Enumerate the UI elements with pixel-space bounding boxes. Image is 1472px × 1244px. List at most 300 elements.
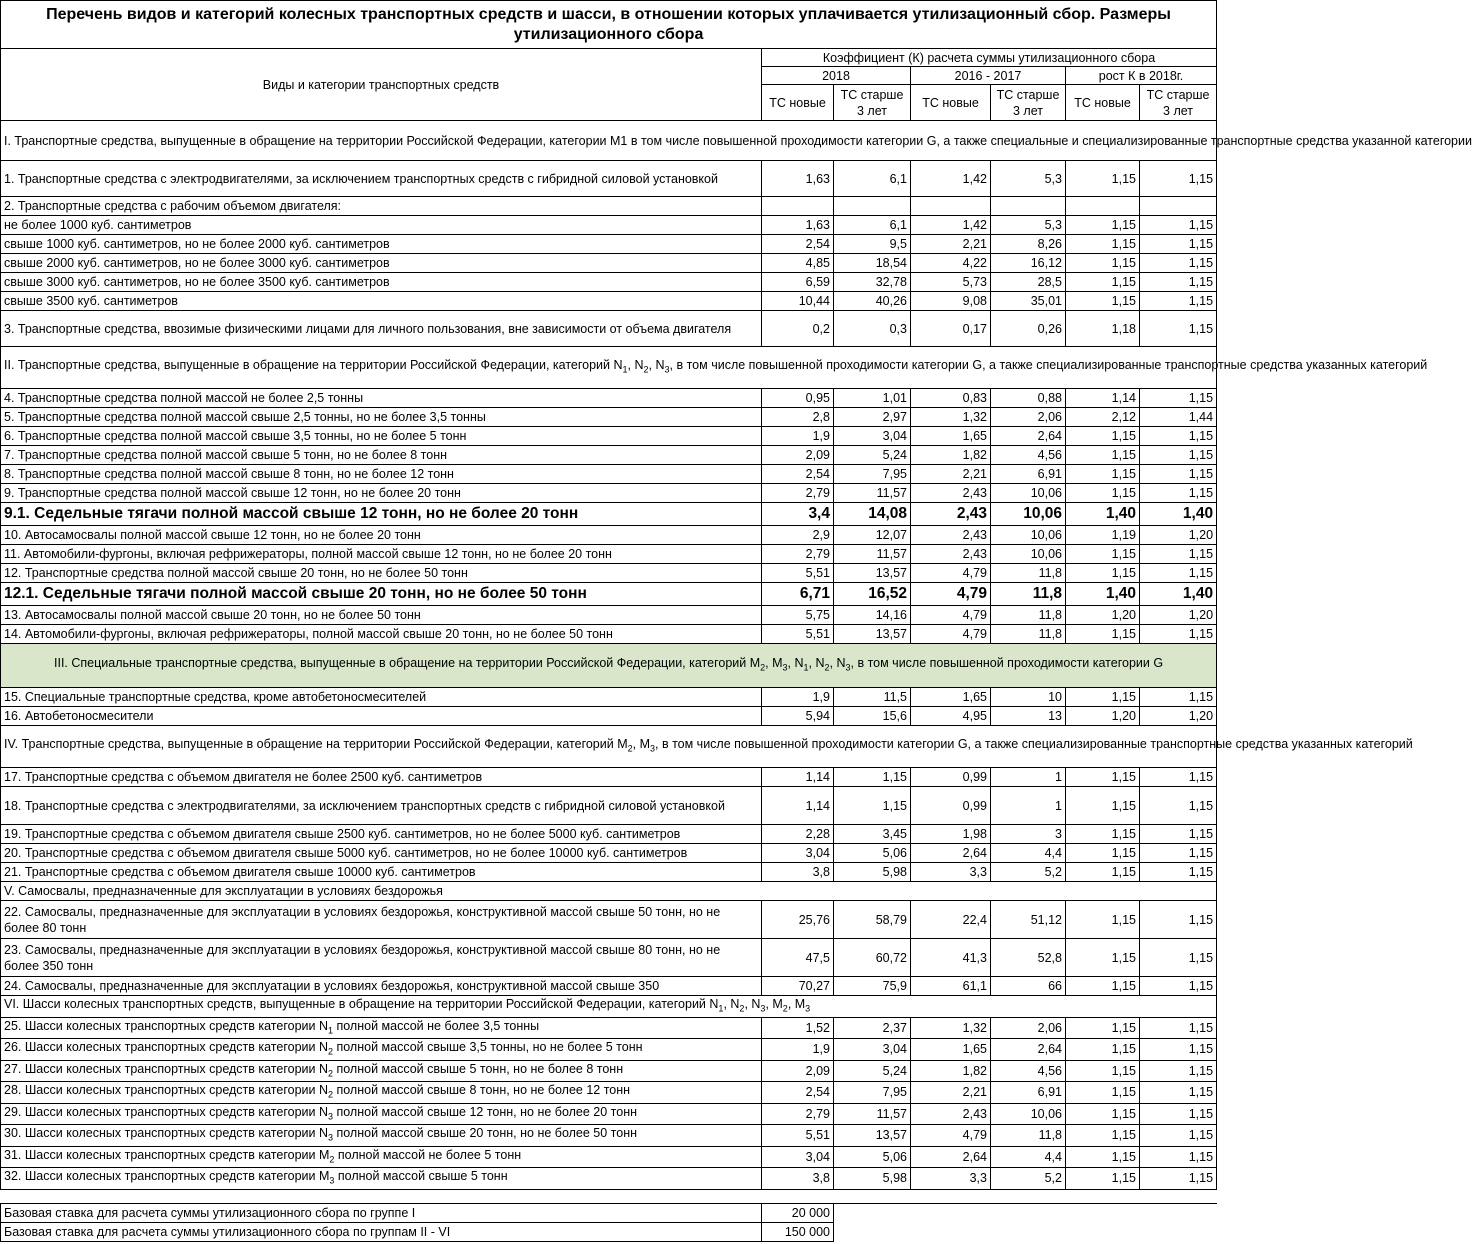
coefficient-cell: 9,08: [911, 292, 991, 311]
coefficient-cell: 7,95: [834, 465, 911, 484]
column-header-old: ТС старше 3 лет: [991, 85, 1066, 121]
coefficient-cell: 5,06: [834, 844, 911, 863]
coefficient-cell: 1,15: [1066, 161, 1140, 197]
coefficient-cell: 1: [991, 787, 1066, 825]
coefficient-cell: 1,15: [1066, 939, 1140, 977]
table-row: [1, 1103, 1217, 1125]
coefficient-cell: 4,79: [911, 583, 991, 606]
table-row: [1, 1039, 1217, 1061]
coefficient-cell: 51,12: [991, 901, 1066, 939]
coefficient-cell: 5,75: [762, 606, 834, 625]
coefficient-cell: 1,15: [1140, 254, 1217, 273]
coefficient-cell: 11,5: [834, 688, 911, 707]
coefficient-cell: 35,01: [991, 292, 1066, 311]
row-label: 19. Транспортные средства с объемом двигателя свыше 2500 куб. сантиметров, но не более 5000 куб. сантиметров: [1, 825, 762, 844]
coefficient-cell: 0,17: [911, 311, 991, 347]
column-header-new: ТС новые: [1066, 85, 1140, 121]
row-label: 25. Шасси колесных транспортных средств категории $N_1$ полной массой не более 3,5 тонны: [1, 1017, 762, 1039]
coefficient-cell: 2,79: [762, 545, 834, 564]
coefficient-cell: 1,15: [1066, 825, 1140, 844]
coefficient-cell: 4,56: [991, 446, 1066, 465]
coefficient-cell: 2,43: [911, 1103, 991, 1125]
coefficient-cell: 1,15: [1066, 901, 1140, 939]
table-row: [1, 977, 1217, 996]
table-row: [1, 484, 1217, 503]
table-row: [1, 408, 1217, 427]
coefficient-cell: 2,54: [762, 465, 834, 484]
column-header-old: ТС старше 3 лет: [834, 85, 911, 121]
coefficient-cell: 11,8: [991, 606, 1066, 625]
table-row: [1, 1146, 1217, 1168]
coefficient-cell: 1,42: [911, 216, 991, 235]
coefficient-cell: 61,1: [911, 977, 991, 996]
coefficient-cell: 2,43: [911, 503, 991, 526]
coefficient-cell: 4,56: [991, 1060, 1066, 1082]
coefficient-cell: 1,15: [1066, 235, 1140, 254]
coefficient-cell: 2,43: [911, 545, 991, 564]
table-row: [1, 825, 1217, 844]
coefficient-cell: 1,15: [1140, 545, 1217, 564]
coefficient-cell: 5,51: [762, 1125, 834, 1147]
coefficient-cell: 1,40: [1140, 503, 1217, 526]
row-label: 18. Транспортные средства с электродвигателями, за исключением транспортных средств с гибридной силовой установкой: [1, 787, 762, 825]
coefficient-cell: 7,95: [834, 1082, 911, 1104]
table-row: [1, 583, 1217, 606]
coefficient-cell: 1,15: [1140, 273, 1217, 292]
coefficient-cell: 1,15: [1140, 564, 1217, 583]
coefficient-cell: 2,54: [762, 235, 834, 254]
coefficient-cell: 4,4: [991, 1146, 1066, 1168]
coefficient-cell: 1,15: [1140, 768, 1217, 787]
coefficient-cell: 13,57: [834, 564, 911, 583]
row-label: 13. Автосамосвалы полной массой свыше 20 тонн, но не более 50 тонн: [1, 606, 762, 625]
coefficient-cell: 1,15: [1140, 1146, 1217, 1168]
table-row: [1, 1125, 1217, 1147]
coefficient-cell: 4,4: [991, 844, 1066, 863]
coefficient-cell: 1,15: [1140, 1017, 1217, 1039]
coefficient-cell: 1,15: [1140, 688, 1217, 707]
coefficient-cell: 2,09: [762, 1060, 834, 1082]
coefficient-cell: 2,9: [762, 526, 834, 545]
coefficient-cell: 1,20: [1066, 606, 1140, 625]
coefficient-cell: 2,28: [762, 825, 834, 844]
coefficient-cell: 5,94: [762, 707, 834, 726]
coefficient-cell: 5,98: [834, 1168, 911, 1190]
table-row: [1, 389, 1217, 408]
row-label: 24. Самосвалы, предназначенные для эксплуатации в условиях бездорожья, конструктивной массой свыше 350: [1, 977, 762, 996]
coefficient-cell: 1,20: [1140, 526, 1217, 545]
column-header-2016-2017: 2016 - 2017: [911, 67, 1066, 85]
coefficient-cell: 2,21: [911, 235, 991, 254]
coefficient-cell: 2,06: [991, 1017, 1066, 1039]
column-header-old: ТС старше 3 лет: [1140, 85, 1217, 121]
section-title: IV. Транспортные средства, выпущенные в обращение на территории Российской Федерации, категорий $M_2$, $M_3$, в том числе повышенной проходимости категории G, а также специализированные транспортные средства указанных категорий: [1, 726, 1217, 768]
coefficient-cell: 1,15: [1066, 1017, 1140, 1039]
coefficient-cell: 1,15: [1066, 427, 1140, 446]
coefficient-cell: 10,06: [991, 503, 1066, 526]
coefficient-cell: 1,15: [1066, 863, 1140, 882]
coefficient-cell: 11,8: [991, 1125, 1066, 1147]
table-row: [1, 625, 1217, 644]
row-label: 5. Транспортные средства полной массой свыше 2,5 тонны, но не более 3,5 тонны: [1, 408, 762, 427]
coefficient-cell: 3,04: [762, 844, 834, 863]
coefficient-cell: 3,3: [911, 1168, 991, 1190]
coefficient-cell: 14,16: [834, 606, 911, 625]
coefficient-cell: 5,73: [911, 273, 991, 292]
row-label: свыше 3500 куб. сантиметров: [1, 292, 762, 311]
coefficient-cell: 1,15: [1066, 1103, 1140, 1125]
blank-cell: [834, 1203, 1217, 1222]
coefficient-cell: [834, 197, 911, 216]
coefficient-cell: 1,40: [1066, 583, 1140, 606]
coefficient-cell: 6,1: [834, 216, 911, 235]
column-header-coefficient: Коэффициент (К) расчета суммы утилизационного сбора: [762, 49, 1217, 67]
row-label: 4. Транспортные средства полной массой не более 2,5 тонны: [1, 389, 762, 408]
coefficient-cell: 11,57: [834, 484, 911, 503]
coefficient-cell: 5,3: [991, 216, 1066, 235]
coefficient-cell: 1,15: [1066, 254, 1140, 273]
row-label: 30. Шасси колесных транспортных средств категории $N_3$ полной массой свыше 20 тонн, но не более 50 тонн: [1, 1125, 762, 1147]
coefficient-cell: 1,15: [1140, 863, 1217, 882]
coefficient-cell: 1,15: [1140, 484, 1217, 503]
column-header-growth: рост К в 2018г.: [1066, 67, 1217, 85]
coefficient-cell: 1,15: [1140, 389, 1217, 408]
row-label: 6. Транспортные средства полной массой свыше 3,5 тонны, но не более 5 тонн: [1, 427, 762, 446]
coefficient-cell: 4,79: [911, 625, 991, 644]
table-row: [1, 427, 1217, 446]
coefficient-cell: 1,14: [762, 787, 834, 825]
coefficient-cell: 0,26: [991, 311, 1066, 347]
coefficient-cell: 1,15: [1140, 292, 1217, 311]
coefficient-cell: 1,15: [1066, 1168, 1140, 1190]
row-label: 16. Автобетоносмесители: [1, 707, 762, 726]
section-header-row: [1, 996, 1217, 1018]
coefficient-cell: 1,15: [1066, 787, 1140, 825]
coefficient-cell: 6,91: [991, 1082, 1066, 1104]
row-label: 22. Самосвалы, предназначенные для эксплуатации в условиях бездорожья, конструктивной массой свыше 50 тонн, но не более 80 тонн: [1, 901, 762, 939]
coefficient-cell: 1,15: [1140, 311, 1217, 347]
coefficient-cell: 3,8: [762, 1168, 834, 1190]
coefficient-cell: 2,64: [911, 844, 991, 863]
coefficient-cell: 1,40: [1066, 503, 1140, 526]
coefficient-cell: 3,04: [834, 427, 911, 446]
coefficient-cell: 1,15: [1140, 1082, 1217, 1104]
coefficient-cell: 4,22: [911, 254, 991, 273]
table-row: [1, 863, 1217, 882]
table-row: [1, 254, 1217, 273]
coefficient-cell: 1,98: [911, 825, 991, 844]
coefficient-cell: 1,15: [834, 787, 911, 825]
coefficient-cell: 1,15: [1066, 446, 1140, 465]
coefficient-cell: 1,14: [1066, 389, 1140, 408]
coefficient-cell: 0,88: [991, 389, 1066, 408]
coefficient-cell: 5,24: [834, 1060, 911, 1082]
coefficient-cell: 2,64: [991, 427, 1066, 446]
row-label: 20. Транспортные средства с объемом двигателя свыше 5000 куб. сантиметров, но не более 10000 куб. сантиметров: [1, 844, 762, 863]
coefficient-cell: 5,2: [991, 1168, 1066, 1190]
coefficient-cell: 1,15: [1066, 977, 1140, 996]
coefficient-cell: 1,65: [911, 688, 991, 707]
table-row: [1, 446, 1217, 465]
coefficient-cell: 1,15: [1140, 446, 1217, 465]
coefficient-cell: 1,9: [762, 427, 834, 446]
table-row: [1, 1017, 1217, 1039]
coefficient-cell: 1,9: [762, 688, 834, 707]
coefficient-cell: 13,57: [834, 625, 911, 644]
coefficient-cell: 1,65: [911, 1039, 991, 1061]
row-label: свыше 2000 куб. сантиметров, но не более 3000 куб. сантиметров: [1, 254, 762, 273]
coefficient-cell: 1,15: [1140, 844, 1217, 863]
coefficient-cell: 10,06: [991, 1103, 1066, 1125]
table-row: [1, 844, 1217, 863]
coefficient-cell: 5,24: [834, 446, 911, 465]
coefficient-cell: 5,2: [991, 863, 1066, 882]
table-row: [1, 688, 1217, 707]
coefficient-cell: 0,3: [834, 311, 911, 347]
coefficient-cell: 22,4: [911, 901, 991, 939]
coefficient-cell: 66: [991, 977, 1066, 996]
coefficient-cell: 1,15: [1140, 625, 1217, 644]
row-label: 14. Автомобили-фургоны, включая рефрижераторы, полной массой свыше 20 тонн, но не более 50 тонн: [1, 625, 762, 644]
section-header-row: [1, 726, 1217, 768]
coefficient-cell: 1,40: [1140, 583, 1217, 606]
table-row: [1, 545, 1217, 564]
table-row: [1, 197, 1217, 216]
coefficient-cell: 3,04: [834, 1039, 911, 1061]
coefficient-cell: 1,82: [911, 446, 991, 465]
coefficient-cell: 8,26: [991, 235, 1066, 254]
coefficient-cell: 1,15: [1066, 688, 1140, 707]
coefficient-cell: 1,15: [1066, 1039, 1140, 1061]
section-title: II. Транспортные средства, выпущенные в обращение на территории Российской Федерации, категорий $N_1$, $N_2$, $N_3$, в том числе повышенной проходимости категории G, а также специализированные транспортные средства указанных категорий: [1, 347, 1217, 389]
coefficient-cell: 1,15: [1066, 1125, 1140, 1147]
row-label: 17. Транспортные средства с объемом двигателя не более 2500 куб. сантиметров: [1, 768, 762, 787]
coefficient-cell: 16,52: [834, 583, 911, 606]
row-label: не более 1000 куб. сантиметров: [1, 216, 762, 235]
coefficient-cell: 2,43: [911, 526, 991, 545]
coefficient-cell: 1,15: [1066, 1082, 1140, 1104]
coefficient-cell: 1,15: [1140, 977, 1217, 996]
coefficient-cell: 2,64: [991, 1039, 1066, 1061]
table-row: [1, 606, 1217, 625]
coefficient-cell: 5,51: [762, 564, 834, 583]
coefficient-cell: 1: [991, 768, 1066, 787]
coefficient-cell: 1,19: [1066, 526, 1140, 545]
coefficient-cell: 4,79: [911, 564, 991, 583]
table-row: [1, 503, 1217, 526]
page-title: Перечень видов и категорий колесных транспортных средств и шасси, в отношении которых уплачивается утилизационный сбор. Размеры утилизационного сбора: [1, 1, 1217, 49]
section-header-row: [1, 121, 1217, 161]
coefficient-cell: 18,54: [834, 254, 911, 273]
table-row: [1, 564, 1217, 583]
coefficient-cell: 70,27: [762, 977, 834, 996]
row-label: 2. Транспортные средства с рабочим объемом двигателя:: [1, 197, 762, 216]
row-label: 12.1. Седельные тягачи полной массой свыше 20 тонн, но не более 50 тонн: [1, 583, 762, 606]
section-header-row: [1, 644, 1217, 688]
section-title: VI. Шасси колесных транспортных средств, выпущенные в обращение на территории Российской Федерации, категорий $N_1$, $N_2$, $N_3$, $M_2$, $M_3$: [1, 996, 1217, 1018]
coefficient-cell: 6,91: [991, 465, 1066, 484]
coefficient-cell: 4,85: [762, 254, 834, 273]
coefficient-cell: 12,07: [834, 526, 911, 545]
coefficient-cell: 2,97: [834, 408, 911, 427]
row-label: 8. Транспортные средства полной массой свыше 8 тонн, но не более 12 тонн: [1, 465, 762, 484]
row-label: 23. Самосвалы, предназначенные для эксплуатации в условиях бездорожья, конструктивной массой свыше 80 тонн, но не более 350 тонн: [1, 939, 762, 977]
row-label: 11. Автомобили-фургоны, включая рефрижераторы, полной массой свыше 12 тонн, но не более 20 тонн: [1, 545, 762, 564]
section-header-row: [1, 882, 1217, 901]
coefficient-cell: [991, 197, 1066, 216]
coefficient-cell: 47,5: [762, 939, 834, 977]
coefficient-cell: 13: [991, 707, 1066, 726]
coefficient-cell: 11,8: [991, 583, 1066, 606]
coefficient-cell: [1066, 197, 1140, 216]
coefficient-cell: 15,6: [834, 707, 911, 726]
coefficient-cell: 1,15: [1066, 465, 1140, 484]
coefficient-cell: 3: [991, 825, 1066, 844]
coefficient-cell: 1,15: [1140, 1168, 1217, 1190]
coefficient-cell: 1,15: [1066, 545, 1140, 564]
coefficient-cell: 1,15: [1066, 292, 1140, 311]
coefficient-cell: 5,51: [762, 625, 834, 644]
coefficient-cell: 16,12: [991, 254, 1066, 273]
coefficient-cell: 41,3: [911, 939, 991, 977]
coefficient-cell: 1,15: [834, 768, 911, 787]
table-row: [1, 707, 1217, 726]
coefficient-cell: 1,15: [1140, 1103, 1217, 1125]
row-label: 10. Автосамосвалы полной массой свыше 12 тонн, но не более 20 тонн: [1, 526, 762, 545]
coefficient-cell: 10,06: [991, 526, 1066, 545]
coefficient-cell: 1,15: [1140, 427, 1217, 446]
coefficient-cell: 6,59: [762, 273, 834, 292]
coefficient-cell: 2,37: [834, 1017, 911, 1039]
table-row: [1, 787, 1217, 825]
section-title: III. Специальные транспортные средства, выпущенные в обращение на территории Российской Федерации, категорий $M_2$, $M_3$, $N_1$, $N_2$, $N_3$, в том числе повышенной проходимости категории G: [1, 644, 1217, 688]
base-rate-label: Базовая ставка для расчета суммы утилизационного сбора по группам II - VI: [1, 1222, 762, 1241]
coefficient-cell: 13,57: [834, 1125, 911, 1147]
coefficient-cell: 4,95: [911, 707, 991, 726]
coefficient-cell: 2,54: [762, 1082, 834, 1104]
coefficient-cell: 2,21: [911, 465, 991, 484]
coefficient-cell: 0,95: [762, 389, 834, 408]
coefficient-cell: 1,14: [762, 768, 834, 787]
coefficient-cell: 2,09: [762, 446, 834, 465]
table-row: [1, 526, 1217, 545]
coefficient-cell: 3,3: [911, 863, 991, 882]
coefficient-cell: 11,57: [834, 545, 911, 564]
coefficient-cell: 1,32: [911, 408, 991, 427]
coefficient-cell: 2,79: [762, 1103, 834, 1125]
row-label: 1. Транспортные средства с электродвигателями, за исключением транспортных средств с гибридной силовой установкой: [1, 161, 762, 197]
table-row: [1, 292, 1217, 311]
blank-cell: [834, 1222, 1217, 1241]
table-row: [1, 1082, 1217, 1104]
coefficient-cell: 1,15: [1140, 901, 1217, 939]
coefficient-cell: 75,9: [834, 977, 911, 996]
coefficient-cell: 4,79: [911, 606, 991, 625]
row-label: 7. Транспортные средства полной массой свыше 5 тонн, но не более 8 тонн: [1, 446, 762, 465]
column-header-new: ТС новые: [762, 85, 834, 121]
coefficient-cell: 1,32: [911, 1017, 991, 1039]
coefficient-cell: 1,63: [762, 216, 834, 235]
coefficient-cell: [762, 197, 834, 216]
table-row: [1, 939, 1217, 977]
row-label: 9. Транспортные средства полной массой свыше 12 тонн, но не более 20 тонн: [1, 484, 762, 503]
coefficient-cell: 6,1: [834, 161, 911, 197]
coefficient-cell: 14,08: [834, 503, 911, 526]
coefficient-cell: 60,72: [834, 939, 911, 977]
coefficient-cell: 1,15: [1066, 625, 1140, 644]
row-label: 29. Шасси колесных транспортных средств категории $N_3$ полной массой свыше 12 тонн, но не более 20 тонн: [1, 1103, 762, 1125]
section-title: I. Транспортные средства, выпущенные в обращение на территории Российской Федерации, категории М1 в том числе повышенной проходимости категории G, а также специальные и специализированные транспортные средства указанной категории: [1, 121, 1217, 161]
coefficient-cell: 28,5: [991, 273, 1066, 292]
table-row: [1, 161, 1217, 197]
coefficient-cell: 2,06: [991, 408, 1066, 427]
row-label: 21. Транспортные средства с объемом двигателя свыше 10000 куб. сантиметров: [1, 863, 762, 882]
base-rate-value: 150 000: [762, 1222, 834, 1241]
coefficient-cell: 58,79: [834, 901, 911, 939]
base-rate-label: Базовая ставка для расчета суммы утилизационного сбора по группе I: [1, 1203, 762, 1222]
row-label: 3. Транспортные средства, ввозимые физическими лицами для личного пользования, вне зависимости от объема двигателя: [1, 311, 762, 347]
coefficient-cell: 11,57: [834, 1103, 911, 1125]
table-row: [1, 235, 1217, 254]
table-row: [1, 901, 1217, 939]
coefficient-cell: 2,21: [911, 1082, 991, 1104]
coefficient-cell: 1,20: [1140, 606, 1217, 625]
row-label: 26. Шасси колесных транспортных средств категории $N_2$ полной массой свыше 3,5 тонны, но не более 5 тонн: [1, 1039, 762, 1061]
coefficient-cell: 10: [991, 688, 1066, 707]
coefficient-cell: 1,15: [1140, 216, 1217, 235]
coefficient-cell: 52,8: [991, 939, 1066, 977]
coefficient-cell: 0,2: [762, 311, 834, 347]
base-rate-row: [1, 1222, 1217, 1241]
coefficient-cell: 1,15: [1066, 768, 1140, 787]
coefficient-cell: 3,8: [762, 863, 834, 882]
coefficient-cell: 2,43: [911, 484, 991, 503]
coefficient-cell: 1,20: [1140, 707, 1217, 726]
coefficient-cell: 1,15: [1066, 564, 1140, 583]
coefficient-cell: 32,78: [834, 273, 911, 292]
coefficient-cell: 1,63: [762, 161, 834, 197]
spacer-cell: [1, 1189, 1217, 1203]
coefficient-cell: 0,99: [911, 768, 991, 787]
coefficient-cell: 3,45: [834, 825, 911, 844]
coefficient-cell: 1,15: [1140, 939, 1217, 977]
coefficient-cell: 1,15: [1066, 1146, 1140, 1168]
table-row: [1, 1168, 1217, 1190]
coefficient-cell: 1,82: [911, 1060, 991, 1082]
coefficient-cell: 9,5: [834, 235, 911, 254]
coefficient-cell: 1,44: [1140, 408, 1217, 427]
coefficient-cell: 1,20: [1066, 707, 1140, 726]
coefficient-cell: 25,76: [762, 901, 834, 939]
coefficient-cell: 11,8: [991, 564, 1066, 583]
coefficient-cell: 1,15: [1140, 465, 1217, 484]
table-row: [1, 311, 1217, 347]
coefficient-cell: 1,01: [834, 389, 911, 408]
row-label: 12. Транспортные средства полной массой свыше 20 тонн, но не более 50 тонн: [1, 564, 762, 583]
coefficient-cell: 1,15: [1140, 1125, 1217, 1147]
table-row: [1, 273, 1217, 292]
coefficient-cell: 1,42: [911, 161, 991, 197]
table-row: [1, 216, 1217, 235]
coefficient-cell: [911, 197, 991, 216]
coefficient-cell: 5,06: [834, 1146, 911, 1168]
coefficient-cell: 2,79: [762, 484, 834, 503]
coefficient-cell: 2,8: [762, 408, 834, 427]
coefficient-cell: 40,26: [834, 292, 911, 311]
coefficient-cell: 4,79: [911, 1125, 991, 1147]
coefficient-cell: 0,83: [911, 389, 991, 408]
table-row: [1, 465, 1217, 484]
